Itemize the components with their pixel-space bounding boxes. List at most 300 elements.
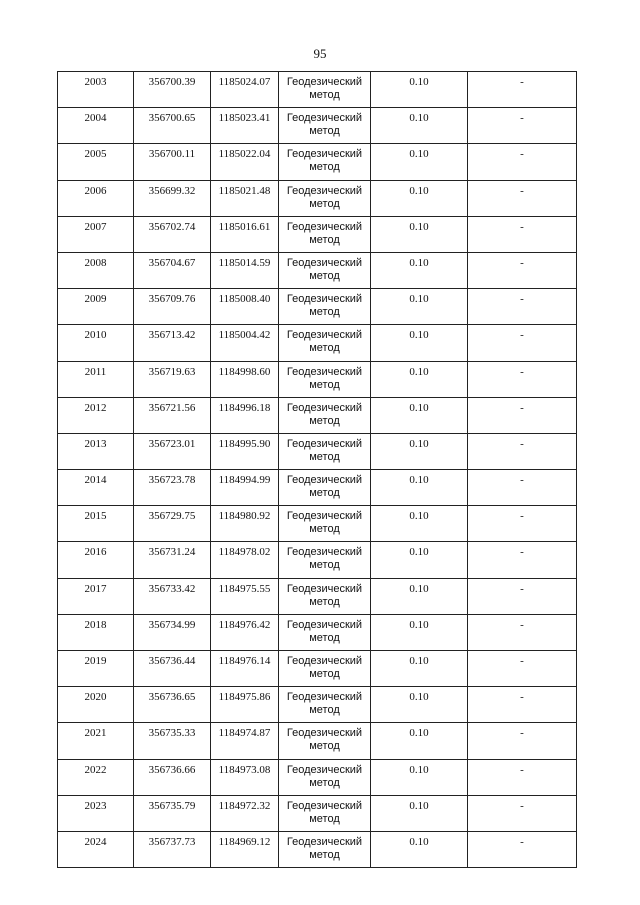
accuracy-cell — [371, 144, 468, 180]
point-number-cell-line: 2007 — [84, 220, 107, 233]
method-cell-line: Геодезический — [286, 618, 363, 631]
y-coordinate-cell — [211, 216, 279, 252]
x-coordinate-cell-text — [134, 760, 210, 777]
note-cell-line: - — [520, 293, 524, 306]
point-number-cell-text — [58, 542, 133, 559]
y-coordinate-cell-text — [211, 108, 278, 125]
point-number-cell — [58, 578, 134, 614]
method-cell — [279, 252, 371, 288]
method-cell-line: Геодезический — [286, 148, 363, 161]
method-cell-text — [279, 434, 370, 464]
note-cell — [468, 578, 577, 614]
accuracy-cell-line: 0.10 — [409, 365, 429, 378]
point-number-cell-line: 2020 — [84, 691, 107, 704]
accuracy-cell-text — [371, 723, 467, 740]
accuracy-cell — [371, 723, 468, 759]
method-cell — [279, 361, 371, 397]
y-coordinate-cell-text — [211, 362, 278, 379]
page-number: 95 — [313, 46, 327, 61]
x-coordinate-cell — [134, 831, 211, 867]
x-coordinate-cell-text — [134, 723, 210, 740]
note-cell-line: - — [520, 655, 524, 667]
accuracy-cell — [371, 361, 468, 397]
y-coordinate-cell — [211, 108, 279, 144]
method-cell-line: Геодезический — [286, 401, 363, 414]
y-coordinate-cell-line: 1184995.90 — [218, 437, 271, 450]
note-cell-text — [468, 615, 576, 632]
y-coordinate-cell-text — [211, 615, 278, 632]
y-coordinate-cell — [211, 289, 279, 325]
point-number-cell — [58, 252, 134, 288]
note-cell-line: - — [520, 437, 524, 450]
point-number-cell-text — [58, 723, 133, 740]
x-coordinate-cell-line: 356721.56 — [148, 401, 196, 414]
x-coordinate-cell-line: 356729.75 — [148, 510, 196, 523]
note-cell — [468, 723, 577, 759]
method-cell — [279, 216, 371, 252]
x-coordinate-cell-text — [134, 832, 210, 849]
note-cell — [468, 252, 577, 288]
note-cell-text — [468, 470, 576, 487]
x-coordinate-cell-text — [134, 579, 210, 596]
note-cell — [468, 325, 577, 361]
method-cell — [279, 397, 371, 433]
note-cell-line: - — [520, 582, 524, 595]
note-cell-line: - — [520, 618, 524, 631]
method-cell-line: Геодезический — [286, 655, 363, 667]
method-cell — [279, 759, 371, 795]
x-coordinate-cell-line: 356736.65 — [148, 691, 196, 704]
method-cell-text — [279, 832, 370, 862]
point-number-cell — [58, 180, 134, 216]
accuracy-cell — [371, 108, 468, 144]
accuracy-cell-line: 0.10 — [409, 799, 429, 812]
y-coordinate-cell-text — [211, 325, 278, 342]
point-number-cell-line: 2004 — [84, 112, 107, 125]
x-coordinate-cell — [134, 289, 211, 325]
accuracy-cell — [371, 651, 468, 687]
coordinates-table — [57, 71, 577, 868]
point-number-cell-text — [58, 398, 133, 415]
accuracy-cell-line: 0.10 — [409, 618, 429, 631]
accuracy-cell-line: 0.10 — [409, 510, 429, 523]
x-coordinate-cell-text — [134, 398, 210, 415]
method-cell-line: Геодезический — [286, 76, 363, 88]
y-coordinate-cell — [211, 397, 279, 433]
x-coordinate-cell — [134, 397, 211, 433]
x-coordinate-cell-text — [134, 796, 210, 813]
accuracy-cell-text — [371, 434, 467, 451]
method-cell-line: метод — [309, 595, 340, 608]
x-coordinate-cell-text — [134, 506, 210, 523]
y-coordinate-cell-text — [211, 832, 278, 849]
point-number-cell-text — [58, 832, 133, 849]
accuracy-cell-text — [371, 181, 467, 198]
note-cell-text — [468, 651, 576, 668]
note-cell-line: - — [520, 112, 524, 125]
x-coordinate-cell-text — [134, 72, 210, 89]
method-cell-line: метод — [309, 197, 340, 210]
point-number-cell-text — [58, 796, 133, 813]
note-cell — [468, 506, 577, 542]
y-coordinate-cell-line: 1185014.59 — [218, 256, 271, 269]
table-row — [58, 795, 577, 831]
y-coordinate-cell-line: 1184975.55 — [218, 582, 271, 595]
method-cell-text — [279, 470, 370, 500]
method-cell — [279, 542, 371, 578]
x-coordinate-cell — [134, 651, 211, 687]
x-coordinate-cell-line: 356702.74 — [148, 220, 196, 233]
accuracy-cell-text — [371, 144, 467, 161]
point-number-cell-line: 2008 — [84, 256, 107, 269]
method-cell-line: метод — [309, 523, 340, 536]
y-coordinate-cell-line: 1185023.41 — [218, 112, 271, 125]
point-number-cell-line: 2012 — [84, 401, 107, 414]
point-number-cell — [58, 289, 134, 325]
note-cell-text — [468, 760, 576, 777]
point-number-cell — [58, 108, 134, 144]
accuracy-cell-line: 0.10 — [409, 691, 429, 704]
note-cell-line: - — [520, 365, 524, 378]
y-coordinate-cell-text — [211, 796, 278, 813]
y-coordinate-cell-line: 1184976.42 — [218, 618, 271, 631]
note-cell-line: - — [520, 727, 524, 740]
accuracy-cell — [371, 470, 468, 506]
x-coordinate-cell — [134, 361, 211, 397]
accuracy-cell — [371, 397, 468, 433]
table-row — [58, 723, 577, 759]
accuracy-cell — [371, 216, 468, 252]
accuracy-cell-text — [371, 108, 467, 125]
y-coordinate-cell-line: 1184975.86 — [218, 691, 271, 704]
y-coordinate-cell — [211, 506, 279, 542]
method-cell-text — [279, 398, 370, 428]
note-cell-line: - — [520, 148, 524, 161]
x-coordinate-cell — [134, 795, 211, 831]
y-coordinate-cell-line: 1184972.32 — [218, 799, 271, 812]
note-cell-line: - — [520, 256, 524, 269]
accuracy-cell-text — [371, 651, 467, 668]
method-cell-text — [279, 144, 370, 174]
table-row — [58, 216, 577, 252]
x-coordinate-cell — [134, 578, 211, 614]
point-number-cell-text — [58, 253, 133, 270]
x-coordinate-cell-text — [134, 289, 210, 306]
x-coordinate-cell-line: 356704.67 — [148, 256, 196, 269]
method-cell-text — [279, 723, 370, 753]
table-row — [58, 397, 577, 433]
x-coordinate-cell-line: 356731.24 — [148, 546, 196, 559]
note-cell-text — [468, 362, 576, 379]
method-cell — [279, 325, 371, 361]
x-coordinate-cell-text — [134, 325, 210, 342]
accuracy-cell-line: 0.10 — [409, 401, 429, 414]
y-coordinate-cell-line: 1184998.60 — [218, 365, 271, 378]
y-coordinate-cell — [211, 723, 279, 759]
point-number-cell-text — [58, 217, 133, 234]
table-row — [58, 542, 577, 578]
method-cell — [279, 651, 371, 687]
point-number-cell — [58, 470, 134, 506]
accuracy-cell — [371, 795, 468, 831]
method-cell-text — [279, 506, 370, 536]
point-number-cell-line: 2015 — [84, 510, 107, 523]
accuracy-cell-text — [371, 398, 467, 415]
method-cell — [279, 578, 371, 614]
x-coordinate-cell-line: 356735.33 — [148, 727, 196, 740]
method-cell-line: метод — [309, 161, 340, 174]
method-cell-line: Геодезический — [286, 474, 363, 487]
accuracy-cell-line: 0.10 — [409, 148, 429, 161]
x-coordinate-cell-line: 356699.32 — [148, 184, 196, 197]
method-cell-line: Геодезический — [286, 546, 363, 559]
point-number-cell-text — [58, 144, 133, 161]
x-coordinate-cell-text — [134, 217, 210, 234]
note-cell — [468, 433, 577, 469]
table-row — [58, 144, 577, 180]
y-coordinate-cell — [211, 614, 279, 650]
y-coordinate-cell-text — [211, 760, 278, 777]
point-number-cell — [58, 795, 134, 831]
x-coordinate-cell-text — [134, 181, 210, 198]
method-cell-text — [279, 181, 370, 211]
method-cell-line: Геодезический — [286, 835, 363, 848]
method-cell-text — [279, 362, 370, 392]
point-number-cell-text — [58, 579, 133, 596]
method-cell-line: метод — [309, 776, 340, 789]
point-number-cell-line: 2013 — [84, 437, 107, 450]
x-coordinate-cell — [134, 325, 211, 361]
method-cell-line: Геодезический — [286, 799, 363, 812]
accuracy-cell-line: 0.10 — [409, 763, 429, 776]
method-cell-line: Геодезический — [286, 329, 363, 342]
note-cell-line: - — [520, 691, 524, 704]
y-coordinate-cell-line: 1185022.04 — [218, 148, 271, 161]
x-coordinate-cell-text — [134, 434, 210, 451]
x-coordinate-cell-line: 356700.11 — [148, 148, 196, 161]
note-cell-line: - — [520, 76, 524, 88]
method-cell-line: Геодезический — [286, 256, 363, 269]
x-coordinate-cell-line: 356719.63 — [148, 365, 196, 378]
x-coordinate-cell-text — [134, 542, 210, 559]
table-row — [58, 325, 577, 361]
accuracy-cell-line: 0.10 — [409, 256, 429, 269]
accuracy-cell-text — [371, 832, 467, 849]
note-cell — [468, 216, 577, 252]
note-cell — [468, 72, 577, 108]
method-cell-line: метод — [309, 269, 340, 282]
note-cell — [468, 651, 577, 687]
method-cell-text — [279, 760, 370, 790]
note-cell-line: - — [520, 763, 524, 776]
accuracy-cell — [371, 252, 468, 288]
method-cell-line: метод — [309, 450, 340, 463]
y-coordinate-cell-text — [211, 181, 278, 198]
note-cell-text — [468, 398, 576, 415]
x-coordinate-cell-line: 356723.78 — [148, 474, 196, 487]
method-cell — [279, 723, 371, 759]
method-cell-line: Геодезический — [286, 437, 363, 450]
table-row — [58, 470, 577, 506]
point-number-cell — [58, 542, 134, 578]
accuracy-cell-text — [371, 217, 467, 234]
method-cell-line: Геодезический — [286, 220, 363, 233]
accuracy-cell — [371, 614, 468, 650]
point-number-cell — [58, 723, 134, 759]
method-cell-text — [279, 579, 370, 609]
point-number-cell-text — [58, 687, 133, 704]
table-row — [58, 578, 577, 614]
y-coordinate-cell-text — [211, 398, 278, 415]
method-cell-line: Геодезический — [286, 112, 363, 125]
accuracy-cell-text — [371, 687, 467, 704]
x-coordinate-cell — [134, 108, 211, 144]
y-coordinate-cell-line: 1185004.42 — [218, 329, 271, 342]
y-coordinate-cell-text — [211, 289, 278, 306]
x-coordinate-cell-line: 356735.79 — [148, 799, 196, 812]
x-coordinate-cell — [134, 470, 211, 506]
y-coordinate-cell — [211, 831, 279, 867]
point-number-cell-line: 2021 — [84, 727, 107, 740]
accuracy-cell — [371, 542, 468, 578]
note-cell-line: - — [520, 329, 524, 342]
accuracy-cell-line: 0.10 — [409, 76, 429, 88]
accuracy-cell-line: 0.10 — [409, 655, 429, 667]
y-coordinate-cell — [211, 687, 279, 723]
x-coordinate-cell-text — [134, 362, 210, 379]
x-coordinate-cell — [134, 72, 211, 108]
point-number-cell-text — [58, 470, 133, 487]
table-row — [58, 361, 577, 397]
accuracy-cell-text — [371, 289, 467, 306]
y-coordinate-cell — [211, 470, 279, 506]
point-number-cell — [58, 759, 134, 795]
x-coordinate-cell — [134, 180, 211, 216]
note-cell-text — [468, 434, 576, 451]
note-cell-text — [468, 108, 576, 125]
point-number-cell-line: 2019 — [84, 655, 107, 667]
accuracy-cell-text — [371, 579, 467, 596]
method-cell-text — [279, 687, 370, 717]
point-number-cell-text — [58, 760, 133, 777]
note-cell-text — [468, 325, 576, 342]
method-cell-text — [279, 217, 370, 247]
accuracy-cell-text — [371, 325, 467, 342]
method-cell-text — [279, 796, 370, 826]
y-coordinate-cell-text — [211, 723, 278, 740]
method-cell-line: метод — [309, 306, 340, 319]
point-number-cell-text — [58, 325, 133, 342]
note-cell — [468, 759, 577, 795]
note-cell-text — [468, 253, 576, 270]
note-cell-text — [468, 796, 576, 813]
accuracy-cell-text — [371, 615, 467, 632]
method-cell-text — [279, 651, 370, 681]
accuracy-cell — [371, 325, 468, 361]
x-coordinate-cell — [134, 506, 211, 542]
x-coordinate-cell-line: 356737.73 — [148, 835, 196, 848]
point-number-cell — [58, 651, 134, 687]
x-coordinate-cell — [134, 216, 211, 252]
point-number-cell-text — [58, 651, 133, 668]
method-cell — [279, 795, 371, 831]
accuracy-cell-text — [371, 506, 467, 523]
table-row — [58, 180, 577, 216]
method-cell — [279, 144, 371, 180]
point-number-cell-text — [58, 615, 133, 632]
y-coordinate-cell — [211, 433, 279, 469]
y-coordinate-cell — [211, 252, 279, 288]
table-row — [58, 687, 577, 723]
accuracy-cell-line: 0.10 — [409, 293, 429, 306]
point-number-cell — [58, 361, 134, 397]
note-cell-line: - — [520, 401, 524, 414]
method-cell-line: метод — [309, 812, 340, 825]
x-coordinate-cell — [134, 252, 211, 288]
method-cell-line: метод — [309, 631, 340, 644]
note-cell — [468, 180, 577, 216]
y-coordinate-cell-text — [211, 72, 278, 89]
note-cell — [468, 795, 577, 831]
x-coordinate-cell-line: 356736.66 — [148, 763, 196, 776]
point-number-cell — [58, 506, 134, 542]
note-cell — [468, 397, 577, 433]
method-cell-line: метод — [309, 378, 340, 391]
y-coordinate-cell-text — [211, 506, 278, 523]
point-number-cell — [58, 831, 134, 867]
method-cell-line: метод — [309, 704, 340, 717]
accuracy-cell — [371, 578, 468, 614]
note-cell — [468, 144, 577, 180]
y-coordinate-cell-line: 1184994.99 — [218, 474, 271, 487]
y-coordinate-cell-line: 1184974.87 — [218, 727, 271, 740]
accuracy-cell-line: 0.10 — [409, 474, 429, 487]
table-row — [58, 252, 577, 288]
accuracy-cell-text — [371, 72, 467, 89]
note-cell-line: - — [520, 474, 524, 487]
point-number-cell — [58, 687, 134, 723]
x-coordinate-cell-text — [134, 144, 210, 161]
y-coordinate-cell-text — [211, 651, 278, 668]
method-cell-line: Геодезический — [286, 184, 363, 197]
x-coordinate-cell-text — [134, 651, 210, 668]
y-coordinate-cell-line: 1184980.92 — [218, 510, 271, 523]
accuracy-cell-line: 0.10 — [409, 546, 429, 559]
note-cell — [468, 108, 577, 144]
x-coordinate-cell-line: 356734.99 — [148, 618, 196, 631]
method-cell-line: метод — [309, 89, 340, 101]
point-number-cell — [58, 144, 134, 180]
accuracy-cell-line: 0.10 — [409, 835, 429, 848]
point-number-cell-line: 2022 — [84, 763, 107, 776]
method-cell — [279, 614, 371, 650]
method-cell — [279, 180, 371, 216]
accuracy-cell — [371, 759, 468, 795]
point-number-cell — [58, 325, 134, 361]
x-coordinate-cell-text — [134, 687, 210, 704]
method-cell-line: Геодезический — [286, 727, 363, 740]
x-coordinate-cell — [134, 723, 211, 759]
y-coordinate-cell — [211, 144, 279, 180]
accuracy-cell-text — [371, 253, 467, 270]
accuracy-cell-line: 0.10 — [409, 727, 429, 740]
point-number-cell-line: 2017 — [84, 582, 107, 595]
point-number-cell-text — [58, 434, 133, 451]
method-cell — [279, 831, 371, 867]
method-cell-text — [279, 615, 370, 645]
point-number-cell-line: 2018 — [84, 618, 107, 631]
method-cell — [279, 108, 371, 144]
